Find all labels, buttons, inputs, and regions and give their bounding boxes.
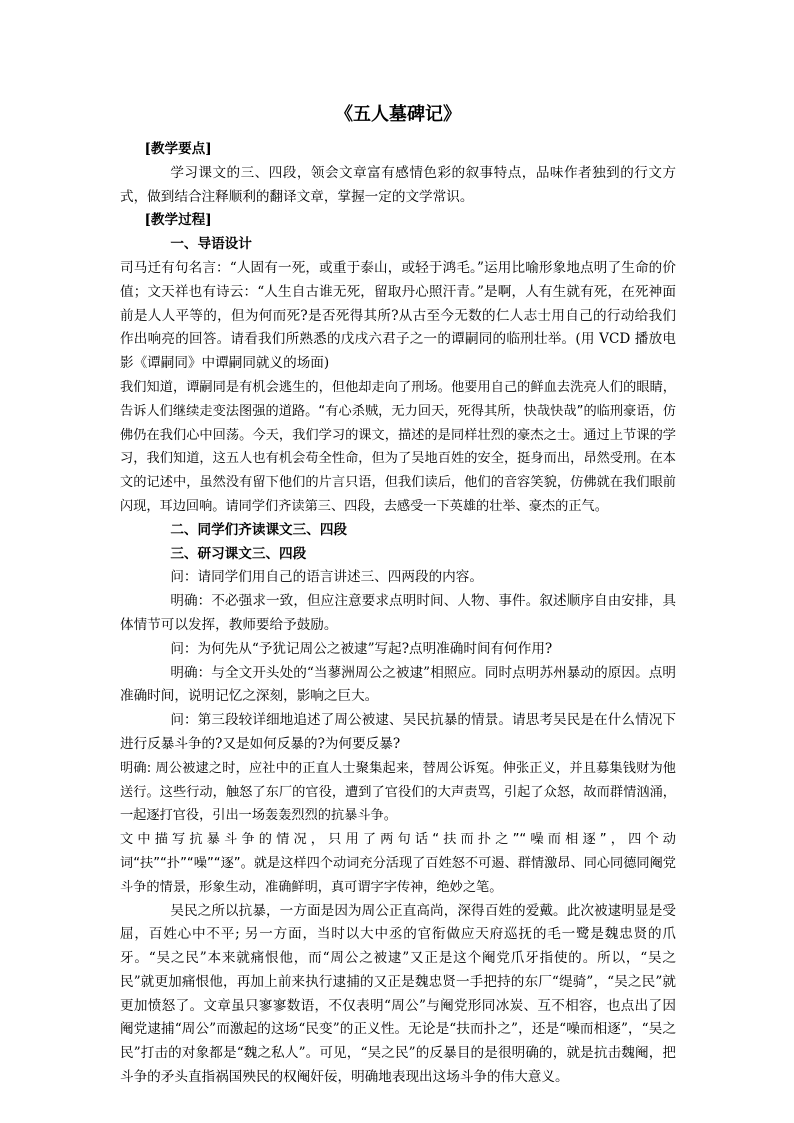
- answer-3: 明确: 周公被逮之时，应社中的正直人士聚集起来，替周公诉冤。伸张正义，并且募集钱财为他送行。这些行动，触怒了东厂的官役，遭到了官役们的大声责骂，引起了众怒，故而群情汹涌，一起逐打官役，引出一场轰轰烈烈的抗暴斗争。: [120, 760, 676, 824]
- step-heading-study: 三、研习课文三、四段: [170, 545, 307, 562]
- question-1: 问：请同学们用自己的语言讲述三、四两段的内容。: [170, 569, 483, 586]
- answer-2: 明确：与全文开头处的“当蓼洲周公之被逮”相照应。同时点明苏州暴动的原因。点明准确时间，说明记忆之深刻，影响之巨大。: [120, 664, 676, 705]
- paragraph-intro-1: 司马迁有句名言：“人固有一死，或重于泰山，或轻于鸿毛。”运用比喻形象地点明了生命的价值；文天祥也有诗云：“人生自古谁无死，留取丹心照汗青。”是啊，人有生就有死，在死神面前是人人平等的，但为何而死?是否死得其所?从古至今无数的仁人志士用自己的行动给我们作出响亮的回答。请看我们所熟悉的戊戌六君子之一的谭嗣同的临刑壮举。(用 VCD 播放电影《谭嗣同》中谭嗣同就义的场面): [120, 259, 676, 372]
- paragraph-reason: 吴民之所以抗暴，一方面是因为周公正直高尚，深得百姓的爱戴。此次被逮明显是受屈，百姓心中不平; 另一方面，当时以大中丞的官衔做应天府巡抚的毛一鹭是魏忠贤的爪牙。“吴之民”本来就痛恨他，而“周公之被逮”又正是这个阉党爪牙指使的。所以，“吴之民”就更加痛恨他，再加上前来执行逮捕的又正是魏忠贤一手把持的东厂“缇骑”，“吴之民”就更加愤怒了。文章虽只寥寥数语，不仅表明“周公”与阉党形同冰炭、互不相容，也点出了因阉党逮捕“周公”而激起的这场“民变”的正义性。无论是“扶而扑之”，还是“噪而相逐”，“吴之民”打击的对象都是“魏之私人”。可见，“吴之民”的反暴目的是很明确的，就是抗击魏阉，把斗争的矛头直指祸国殃民的权阉奸佞，明确地表现出这场斗争的伟大意义。: [120, 902, 676, 1086]
- paragraph-intro-2: 我们知道，谭嗣同是有机会逃生的，但他却走向了刑场。他要用自己的鲜血去洗亮人们的眼睛，告诉人们继续走变法图强的道路。“有心杀贼，无力回天，死得其所，快哉快哉”的临刑豪语，仿佛仍在我们心中回荡。今天，我们学习的课文，描述的是同样壮烈的豪杰之士。通过上节课的学习，我们知道，这五人也有机会苟全性命，但为了吴地百姓的安全，挺身而出，昂然受刑。在本文的记述中，虽然没有留下他们的片言只语，但我们读后，他们的音容笑貌，仿佛就在我们眼前闪现，耳边回响。请同学们齐读第三、四段，去感受一下英雄的壮举、豪杰的正气。: [120, 379, 676, 514]
- paragraph-teaching-points: 学习课文的三、四段，领会文章富有感情色彩的叙事特点，品味作者独到的行文方式，做到结合注释顺利的翻译文章，掌握一定的文学常识。: [120, 164, 676, 205]
- question-3: 问：第三段较详细地追述了周公被逮、吴民抗暴的情景。请思考吴民是在什么情况下进行反暴斗争的?又是如何反暴的?为何要反暴?: [120, 712, 676, 752]
- answer-1: 明确：不必强求一致，但应注意要求点明时间、人物、事件。叙述顺序自由安排，具体情节可以发挥，教师要给予鼓励。: [120, 593, 676, 633]
- document-title: 《五人墓碑记》: [335, 104, 461, 125]
- section-heading-teaching-points: [教学要点]: [144, 141, 212, 157]
- section-heading-teaching-process: [教学过程]: [144, 212, 212, 229]
- document-page: [120, 96, 676, 1090]
- step-heading-read-aloud: 二、同学们齐读课文三、四段: [170, 521, 348, 538]
- paragraph-verbs: 文中描写抗暴斗争的情况，只用了两句话“扶而扑之”“噪而相逐”，四个动词“扶”“扑”“噪”“逐”。就是这样四个动词充分活现了百姓怒不可遏、群情激昂、同心同德同阉党斗争的情景，形象生动，准确鲜明，真可谓字字传神，绝妙之笔。: [120, 832, 676, 895]
- step-heading-intro: 一、导语设计: [170, 236, 252, 253]
- question-2: 问：为何先从“予犹记周公之被逮”写起?点明准确时间有何作用?: [170, 640, 553, 657]
